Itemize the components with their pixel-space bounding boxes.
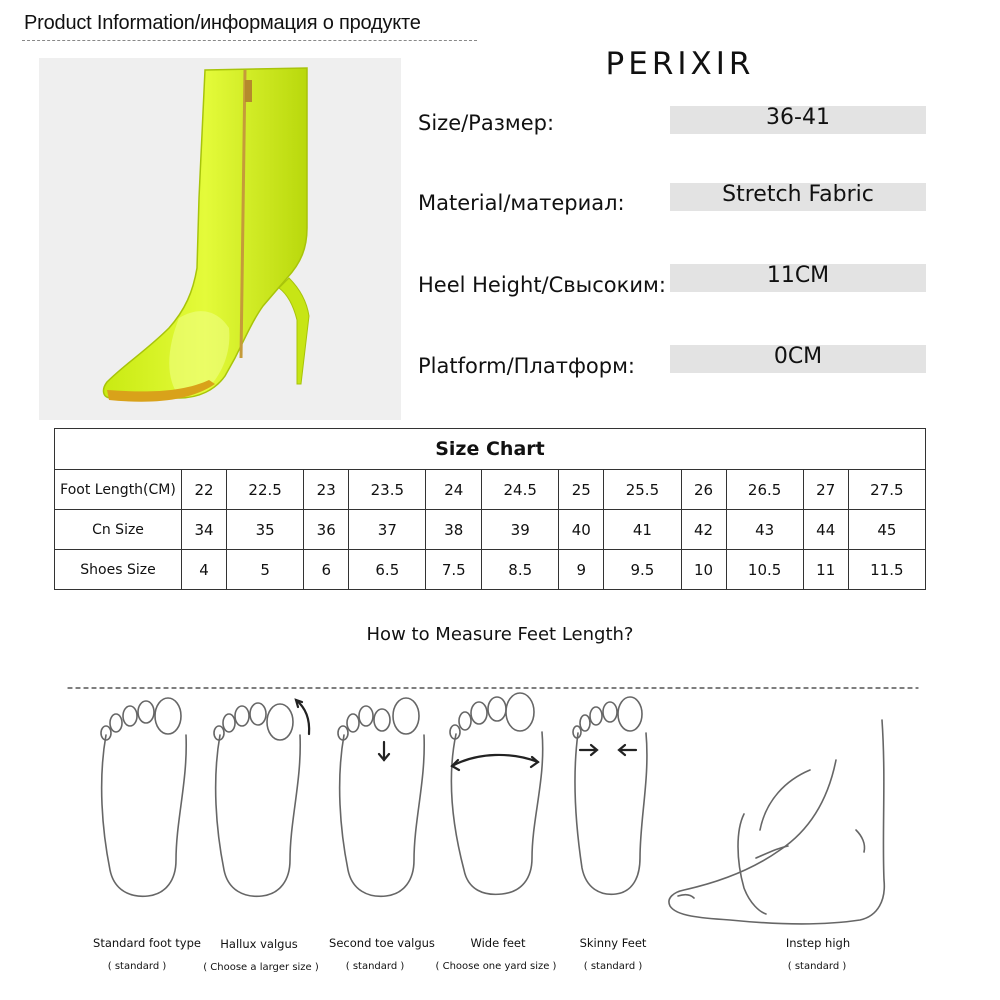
table-cell: 27 bbox=[803, 470, 848, 510]
table-cell: 23 bbox=[304, 470, 349, 510]
header-title: Product Information/информация о продукте bbox=[24, 12, 421, 34]
instep-high-foot-icon bbox=[669, 720, 884, 924]
table-cell: 24 bbox=[426, 470, 482, 510]
table-cell: 5 bbox=[227, 550, 304, 590]
spec-label-size: Size/Размер: bbox=[418, 111, 555, 135]
second-toe-valgus-foot-icon bbox=[338, 698, 424, 896]
table-cell: 45 bbox=[848, 510, 925, 550]
neon-sock-boot-illustration bbox=[39, 58, 401, 420]
foot-types-illustration bbox=[0, 670, 1000, 930]
table-row-cn-size bbox=[55, 510, 926, 550]
table-cell: 4 bbox=[182, 550, 227, 590]
header-divider bbox=[22, 40, 477, 41]
wide-feet-icon bbox=[450, 693, 543, 894]
size-chart-table bbox=[54, 428, 926, 590]
table-cell: 44 bbox=[803, 510, 848, 550]
table-cell: 9.5 bbox=[604, 550, 681, 590]
table-cell: 22 bbox=[182, 470, 227, 510]
table-row-foot-length bbox=[55, 470, 926, 510]
table-cell: 7.5 bbox=[426, 550, 482, 590]
spec-value-material: Stretch Fabric bbox=[670, 183, 926, 211]
table-cell: 24.5 bbox=[482, 470, 559, 510]
table-cell: 38 bbox=[426, 510, 482, 550]
table-cell: 23.5 bbox=[349, 470, 426, 510]
foot-note-wide-feet: ( Choose one yard size ) bbox=[435, 961, 557, 972]
table-cell: 25.5 bbox=[604, 470, 681, 510]
standard-foot-icon bbox=[101, 698, 186, 896]
row-header: Foot Length(CM) bbox=[55, 470, 182, 510]
table-cell: 9 bbox=[559, 550, 604, 590]
size-chart-caption: Size Chart bbox=[55, 429, 926, 470]
table-cell: 6.5 bbox=[349, 550, 426, 590]
table-cell: 27.5 bbox=[848, 470, 925, 510]
skinny-feet-icon bbox=[573, 697, 647, 894]
table-cell: 36 bbox=[304, 510, 349, 550]
table-cell: 26 bbox=[681, 470, 726, 510]
spec-value-platform: 0CM bbox=[670, 345, 926, 373]
table-cell: 41 bbox=[604, 510, 681, 550]
table-cell: 43 bbox=[726, 510, 803, 550]
table-cell: 35 bbox=[227, 510, 304, 550]
foot-note-skinny-feet: ( standard ) bbox=[583, 961, 643, 972]
table-cell: 39 bbox=[482, 510, 559, 550]
spec-label-heel-height: Heel Height/Свысоким: bbox=[418, 273, 666, 297]
table-cell: 42 bbox=[681, 510, 726, 550]
foot-note-second-toe-valgus: ( standard ) bbox=[345, 961, 405, 972]
table-cell: 37 bbox=[349, 510, 426, 550]
spec-value-size: 36-41 bbox=[670, 106, 926, 134]
spec-value-heel-height: 11CM bbox=[670, 264, 926, 292]
table-cell: 10 bbox=[681, 550, 726, 590]
table-cell: 26.5 bbox=[726, 470, 803, 510]
row-header: Cn Size bbox=[55, 510, 182, 550]
foot-label-instep-high: Instep high bbox=[785, 936, 851, 950]
table-row-shoes-size bbox=[55, 550, 926, 590]
foot-note-instep-high: ( standard ) bbox=[787, 961, 847, 972]
foot-label-wide-feet: Wide feet bbox=[470, 936, 526, 950]
foot-label-second-toe-valgus: Second toe valgus bbox=[329, 936, 435, 950]
table-cell: 10.5 bbox=[726, 550, 803, 590]
table-cell: 25 bbox=[559, 470, 604, 510]
table-cell: 40 bbox=[559, 510, 604, 550]
table-cell: 11 bbox=[803, 550, 848, 590]
table-cell: 11.5 bbox=[848, 550, 925, 590]
foot-note-standard: ( standard ) bbox=[107, 961, 167, 972]
hallux-valgus-foot-icon bbox=[214, 700, 309, 896]
brand-name: PERIXIR bbox=[605, 46, 755, 82]
table-cell: 8.5 bbox=[482, 550, 559, 590]
spec-label-platform: Platform/Платформ: bbox=[418, 354, 636, 378]
product-photo bbox=[39, 58, 401, 420]
row-header: Shoes Size bbox=[55, 550, 182, 590]
table-cell: 34 bbox=[182, 510, 227, 550]
foot-label-standard: Standard foot type bbox=[93, 936, 201, 950]
foot-label-hallux-valgus: Hallux valgus bbox=[220, 937, 298, 951]
foot-note-hallux-valgus: ( Choose a larger size ) bbox=[203, 962, 319, 973]
table-cell: 22.5 bbox=[227, 470, 304, 510]
spec-label-material: Material/материал: bbox=[418, 191, 625, 215]
table-cell: 6 bbox=[304, 550, 349, 590]
measure-title: How to Measure Feet Length? bbox=[366, 624, 634, 645]
foot-label-skinny-feet: Skinny Feet bbox=[579, 936, 647, 950]
